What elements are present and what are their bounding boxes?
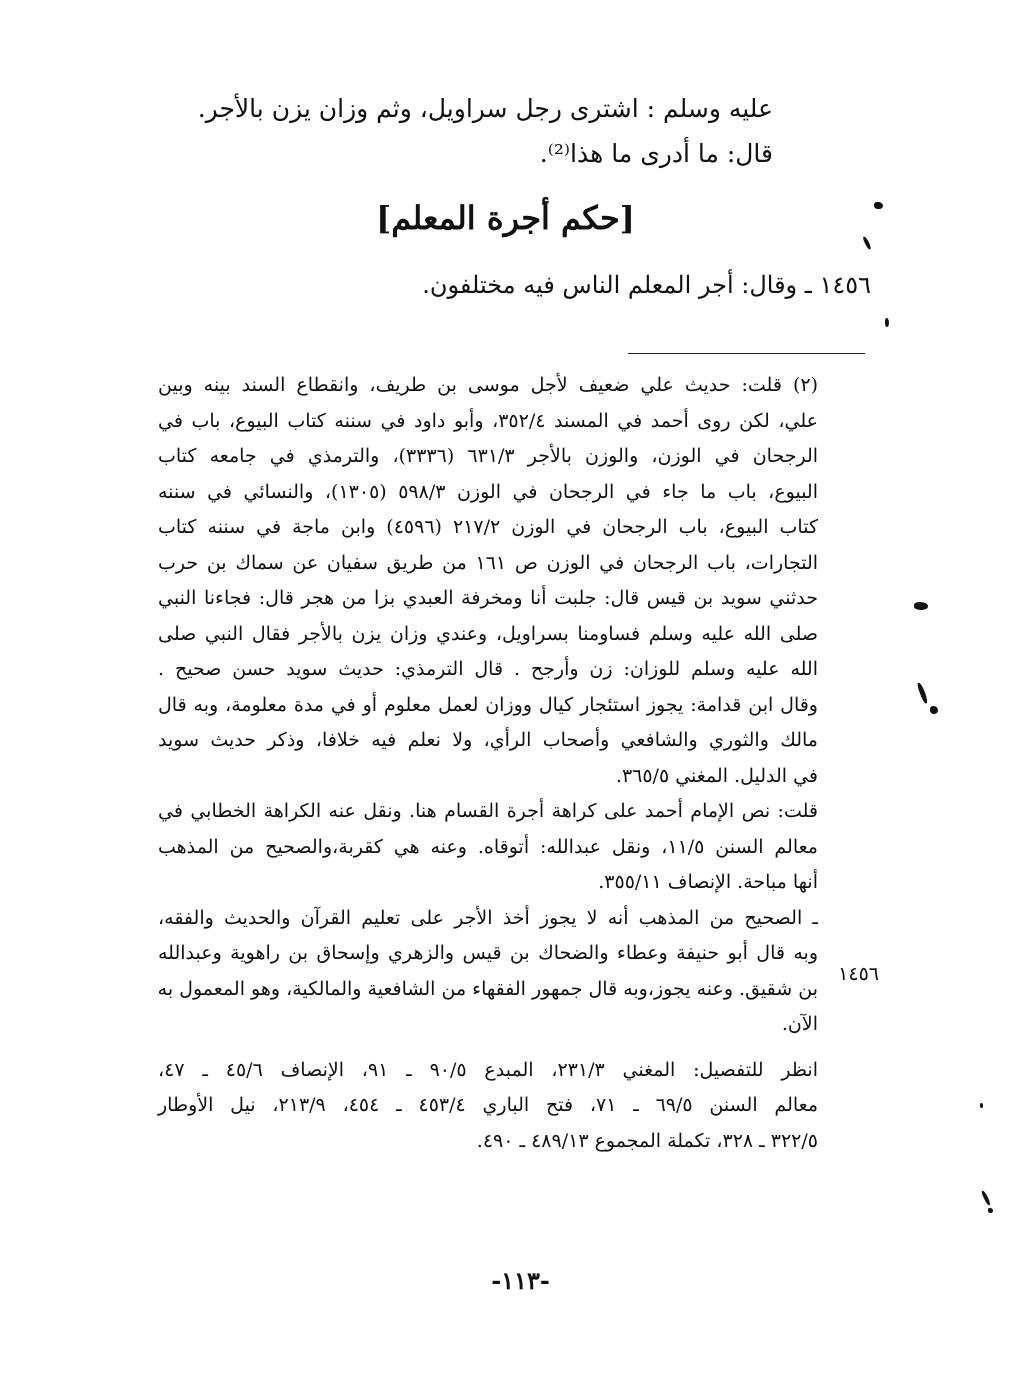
footnote-line: حدثني سويد بن قيس قال: جلبت أنا ومخرفة العبدي بزا من هجر قال: فجاءنا النبي	[158, 587, 818, 609]
footnote-line: وقال ابن قدامة: يجوز استئجار كيال ووزان لعمل معلوم أو في مدة معلومة، وبه قال	[158, 693, 818, 716]
footnote-line: الله عليه وسلم للوزان: زن وأرجح . قال الترمذي: حديث سويد حسن صحيح .	[158, 658, 818, 680]
scan-mark	[988, 1208, 993, 1213]
footnote-line: مالك والثوري والشافعي وأصحاب الرأي، ولا نعلم فيه خلافا، وذكر حديث سويد	[158, 729, 818, 751]
footnote-line: وبه قال أبو حنيفة وعطاء والضحاك بن قيس والزهري وإسحاق بن راهوية وعبدالله	[158, 942, 818, 964]
footnotes-block	[158, 368, 818, 1159]
scan-mark	[980, 1103, 983, 1108]
footnote-line: أنها مباحة. الإنصاف ٣٥٥/١١.	[598, 871, 818, 893]
footnote-line: البيوع، باب ما جاء في الرجحان في الوزن ٥٩٨/٣ (١٣٠٥)، والنسائي في سننه	[158, 480, 819, 503]
footnote-entry-number: ١٤٥٦	[838, 963, 879, 985]
footnote-line: كتاب البيوع، باب الرجحان في الوزن ٢١٧/٢ (٤٥٩٦) وابن ماجة في سننه كتاب	[158, 516, 818, 538]
footnote-line: علي، لكن روى أحمد في المسند ٣٥٢/٤، وأبو داود في سننه كتاب البيوع، باب في	[158, 409, 818, 432]
scan-mark	[930, 706, 938, 714]
footnote-line: ـ الصحيح من المذهب أنه لا يجوز أخذ الأجر على تعليم القرآن والحديث والفقه،	[158, 906, 818, 929]
footnote-line: صلى الله عليه وسلم فساومنا بسراويل، وعندي وزان يزن بالأجر فقال النبي صلى	[158, 622, 818, 645]
entry-1456	[422, 268, 871, 302]
main-text-line-2: قال: ما أدرى ما هذا⁽²⁾.	[539, 139, 773, 168]
scan-mark	[874, 202, 883, 209]
section-heading: [حكم أجرة المعلم]	[376, 199, 635, 237]
footnote-line: في الدليل. المغني ٣٦٥/٥.	[615, 764, 818, 787]
entry-text: ـ وقال: أجر المعلم الناس فيه مختلفون.	[422, 271, 812, 299]
footnote-line: الرجحان في الوزن، والوزن بالأجر ٦٣١/٣ (٣٣٣٦)، والترمذي في جامعه كتاب	[158, 445, 819, 467]
footnote-line: معالم السنن ٦٩/٥ ـ ٧١، فتح الباري ٤٥٣/٤ ـ ٤٥٤، ٢١٣/٩، نيل الأوطار	[158, 1094, 818, 1116]
page-number: -١١٣-	[491, 1266, 550, 1295]
scan-mark	[981, 1190, 991, 1206]
entry-number: ١٤٥٦	[819, 271, 871, 299]
footnote-line: الآن.	[781, 1013, 818, 1035]
scan-mark	[914, 602, 928, 610]
footnote-line: ٣٢٢/٥ ـ ٣٢٨، تكملة المجموع ٤٨٩/١٣ ـ ٤٩٠.	[476, 1129, 818, 1152]
footnote-line: (٢) قلت: حديث علي ضعيف لأجل موسى بن طريف، وانقطاع السند بينه وبين	[158, 374, 818, 396]
footnote-line: انظر للتفصيل: المغني ٢٣١/٣، المبدع ٩٠/٥ ـ ٩١، الإنصاف ٤٥/٦ ـ ٤٧،	[158, 1058, 819, 1081]
footnote-separator	[628, 353, 865, 354]
scan-mark	[916, 682, 928, 704]
footnote-line: قلت: نص الإمام أحمد على كراهة أجرة القسام هنا. ونقل عنه الكراهة الخطابي في	[158, 800, 818, 822]
footnote-line: بن شقيق. وعنه يجوز،وبه قال جمهور الفقهاء من الشافعية والمالكية، وهو المعمول به	[157, 977, 818, 1000]
scan-mark	[885, 318, 889, 327]
footnote-line: التجارات، باب الرجحان في الوزن ص ١٦١ من طريق سفيان عن سماك بن حرب	[158, 551, 819, 574]
footnote-line: معالم السنن ١١/٥، ونقل عبدالله: أتوقاه. وعنه هي كقربة،والصحيح من المذهب	[158, 835, 818, 858]
main-text-line-1: عليه وسلم : اشترى رجل سراويل، وثم وزان يزن بالأجر.	[197, 94, 773, 123]
